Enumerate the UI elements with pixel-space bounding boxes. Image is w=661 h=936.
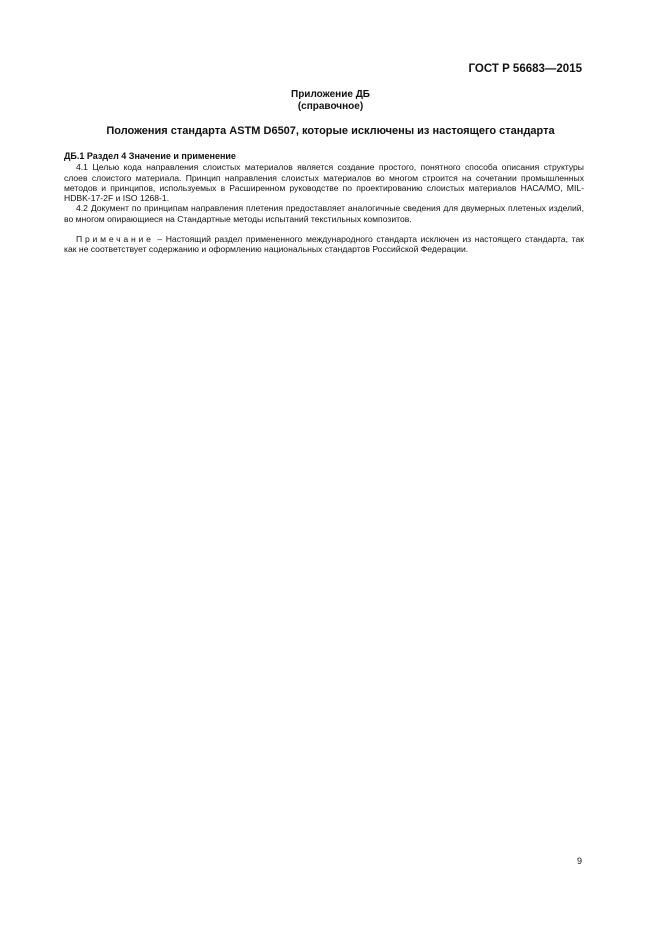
subsection-heading: ДБ.1 Раздел 4 Значение и применение xyxy=(64,151,236,161)
annex-title: Приложение ДБ xyxy=(291,89,370,100)
note-label: Примечание xyxy=(76,234,154,245)
section-title: Положения стандарта ASTM D6507, которые исключены из настоящего стандарта xyxy=(106,125,555,137)
paragraph-4-2: 4.2 Документ по принципам направления плетения предоставляет аналогичные сведения для двумерных плетеных изделий, во многом опирающиеся на Стандартные методы испытаний текстильных композитов. xyxy=(64,203,584,224)
document-body xyxy=(64,151,584,255)
note-text: – Настоящий раздел примененного международного стандарта исключен из настоящего стандарта, так как не соответствует содержанию и оформлению национальных стандартов Российской Федерации. xyxy=(64,234,584,255)
paragraph-4-1: 4.1 Целью кода направления слоистых материалов является создание простого, понятного способа описания структуры слоев слоистого материала. Принцип направления слоистых материалов во многом строится на сочетании промышленных методов и принципов, используемых в Расширенном руководстве по проектированию слоистых материалов НАСА/МО, MIL-HDBK-17-2F и ISO 1268-1. xyxy=(64,162,584,204)
annex-heading xyxy=(0,89,661,113)
note xyxy=(64,234,584,255)
document-code: ГОСТ Р 56683—2015 xyxy=(468,63,582,75)
page-number: 9 xyxy=(577,856,583,866)
annex-subtitle: (справочное) xyxy=(297,101,364,112)
